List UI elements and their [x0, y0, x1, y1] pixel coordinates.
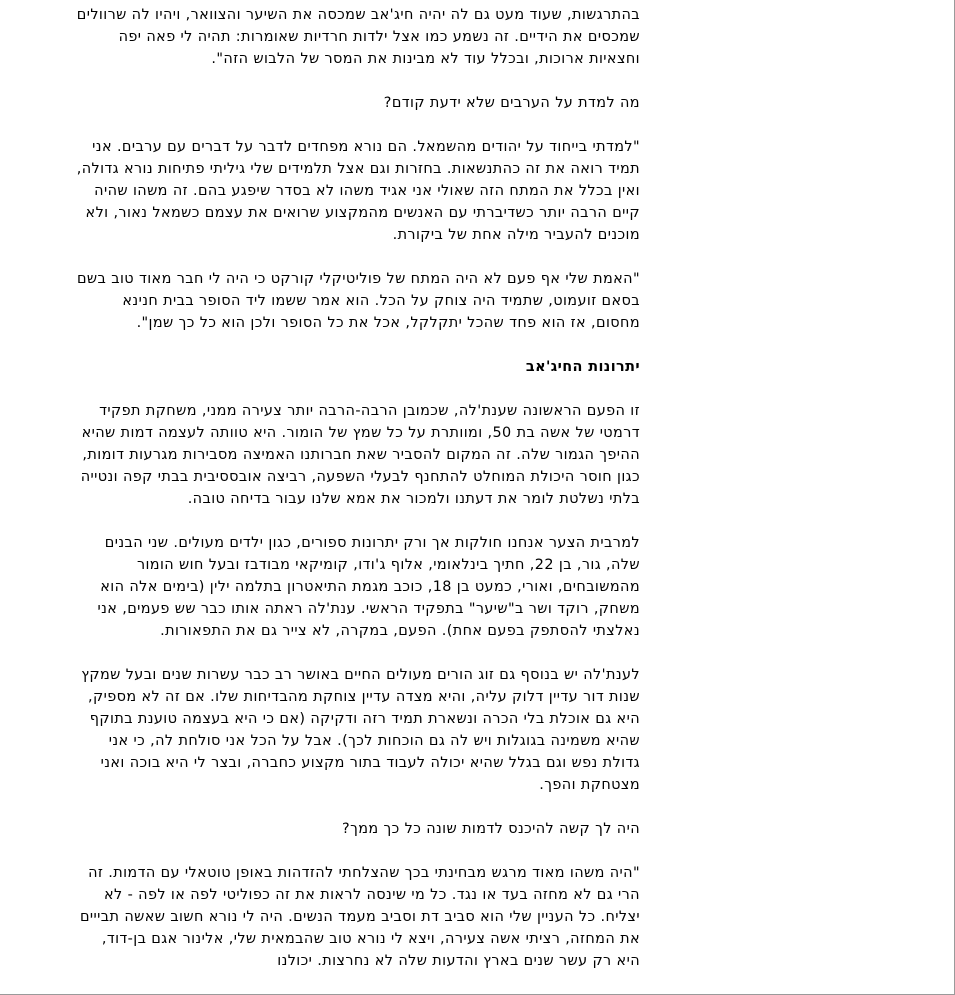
paragraph-4: זו הפעם הראשונה שענת'לה, שכמובן הרבה-הרבה יותר צעירה ממני, משחקת תפקיד דרמטי של אשה בת 50, ומוותרת על כל שמץ של הומור. היא טוותה לעצמה דמות שהיא ההיפך הגמור שלה. זה המקום להסביר שאת חברותנו האמיצה מסבירות מגרעות דומות, כגון חוסר היכולת המוחלט להתחנף לבעלי השפעה, רביצה אובססיבית בבתי קפה ונטייה בלתי נשלטת לומר את דעתנו ולמכור את אמא שלנו עבור בדיחה טובה. — [80, 403, 640, 507]
paragraph-7: "היה משהו מאוד מרגש מבחינתי בכך שהצלחתי להזדהות באופן טוטאלי עם הדמות. זה הרי גם לא מחזה בעד או נגד. כל מי שינסה לראות את זה כפוליטי לפה או לפה - לא יצליח. כל העניין שלי הוא סביב דת וסביב מעמד הנשים. היה לי נורא חשוב שאשה תבייים את המחזה, רציתי אשה צעירה, ויצא לי נורא טוב שהבמאית שלי, אלינור אגם בן-דוד, היא רק עשר שנים בארץ והדעות שלה לא נחרצות. יכולנו — [79, 865, 640, 969]
paragraph-6: לענת'לה יש בנוסף גם זוג הורים מעולים החיים באושר רב כבר עשרות שנים ובעל שמקץ שנות דור עדיין דלוק עליה, והיא מצדה עדיין צוחקת מהבדיחות שלו. אם זה לא מספיק, היא גם אוכלת בלי הכרה ונשארת תמיד רזה ודקיקה (אם כי היא בעצמה טוענת בתוקף שהיא משמינה בגוגלות ויש לה גם הוכחות לכך). אבל על הכל אני סולחת לה, כי אני גדולת נפש וגם בגלל שהיא יכולה לעבוד בתור מקצוע כחברה, ובצר לי היא בוכה ואני מצטחקת והפך. — [81, 667, 640, 793]
interview-question-2: היה לך קשה להיכנס לדמות שונה כל כך ממך? — [342, 821, 640, 837]
paragraph-1: בהתרגשות, שעוד מעט גם לה יהיה חיג'אב שמכסה את השיער והצוואר, ויהיו לה שרוולים שמכסים את הידיים. זה נשמע כמו אצל ילדות חרדיות שאומרות: תהיה לי פאה יפה וחצאיות ארוכות, ובכלל עוד לא מבינות את המסר של הלבוש הזה". — [76, 7, 640, 67]
paragraph-2: "למדתי בייחוד על יהודים מהשמאל. הם נורא מפחדים לדבר על דברים עם ערבים. אני תמיד רואה את זה כהתנשאות. בחזרות וגם אצל תלמידים שלי גיליתי פתיחות נורא גדולה, ואין בכלל את המתח הזה שאולי אני אגיד משהו לא בסדר שיפגע בהם. זה משהו שהיה קיים הרבה יותר כשדיברתי עם האנשים מהמקצוע שרואים את עצמם כשמאל נאור, ולא מוכנים להעביר מילה אחת של ביקורת. — [76, 139, 640, 243]
section-heading: יתרונות החיג'אב — [525, 359, 640, 375]
paragraph-5: למרבית הצער אנחנו חולקות אך ורק יתרונות ספורים, כגון ילדים מעולים. שני הבנים שלה, גור, בן 22, חתיך בינלאומי, אלוף ג'ודו, קומיקאי מבודבז ובעל חוש הומור מהמשובחים, ואורי, כמעט בן 18, כוכב מגמת התיאטרון בתלמה ילין (בימים אלה הוא משחק, רוקד ושר ב"שיער" בתפקיד הראשי. ענת'לה ראתה אותו כבר שש פעמים, אני נאלצתי להסתפק בפעם אחת). הפעם, במקרה, לא צייר גם את התפאורות. — [97, 535, 640, 639]
interview-question-1: מה למדת על הערבים שלא ידעת קודם? — [383, 95, 640, 111]
article-body — [75, 4, 640, 994]
paragraph-3: "האמת שלי אף פעם לא היה המתח של פוליטיקלי קורקט כי היה לי חבר מאוד טוב בשם בסאם זועמוט, שתמיד היה צוחק על הכל. הוא אמר ששמו ליד הסופר בבית חנינא מחסום, אז הוא פחד שהכל יתקלקל, אכל את כל הסופר ולכן הוא כל כך שמן". — [76, 271, 640, 331]
